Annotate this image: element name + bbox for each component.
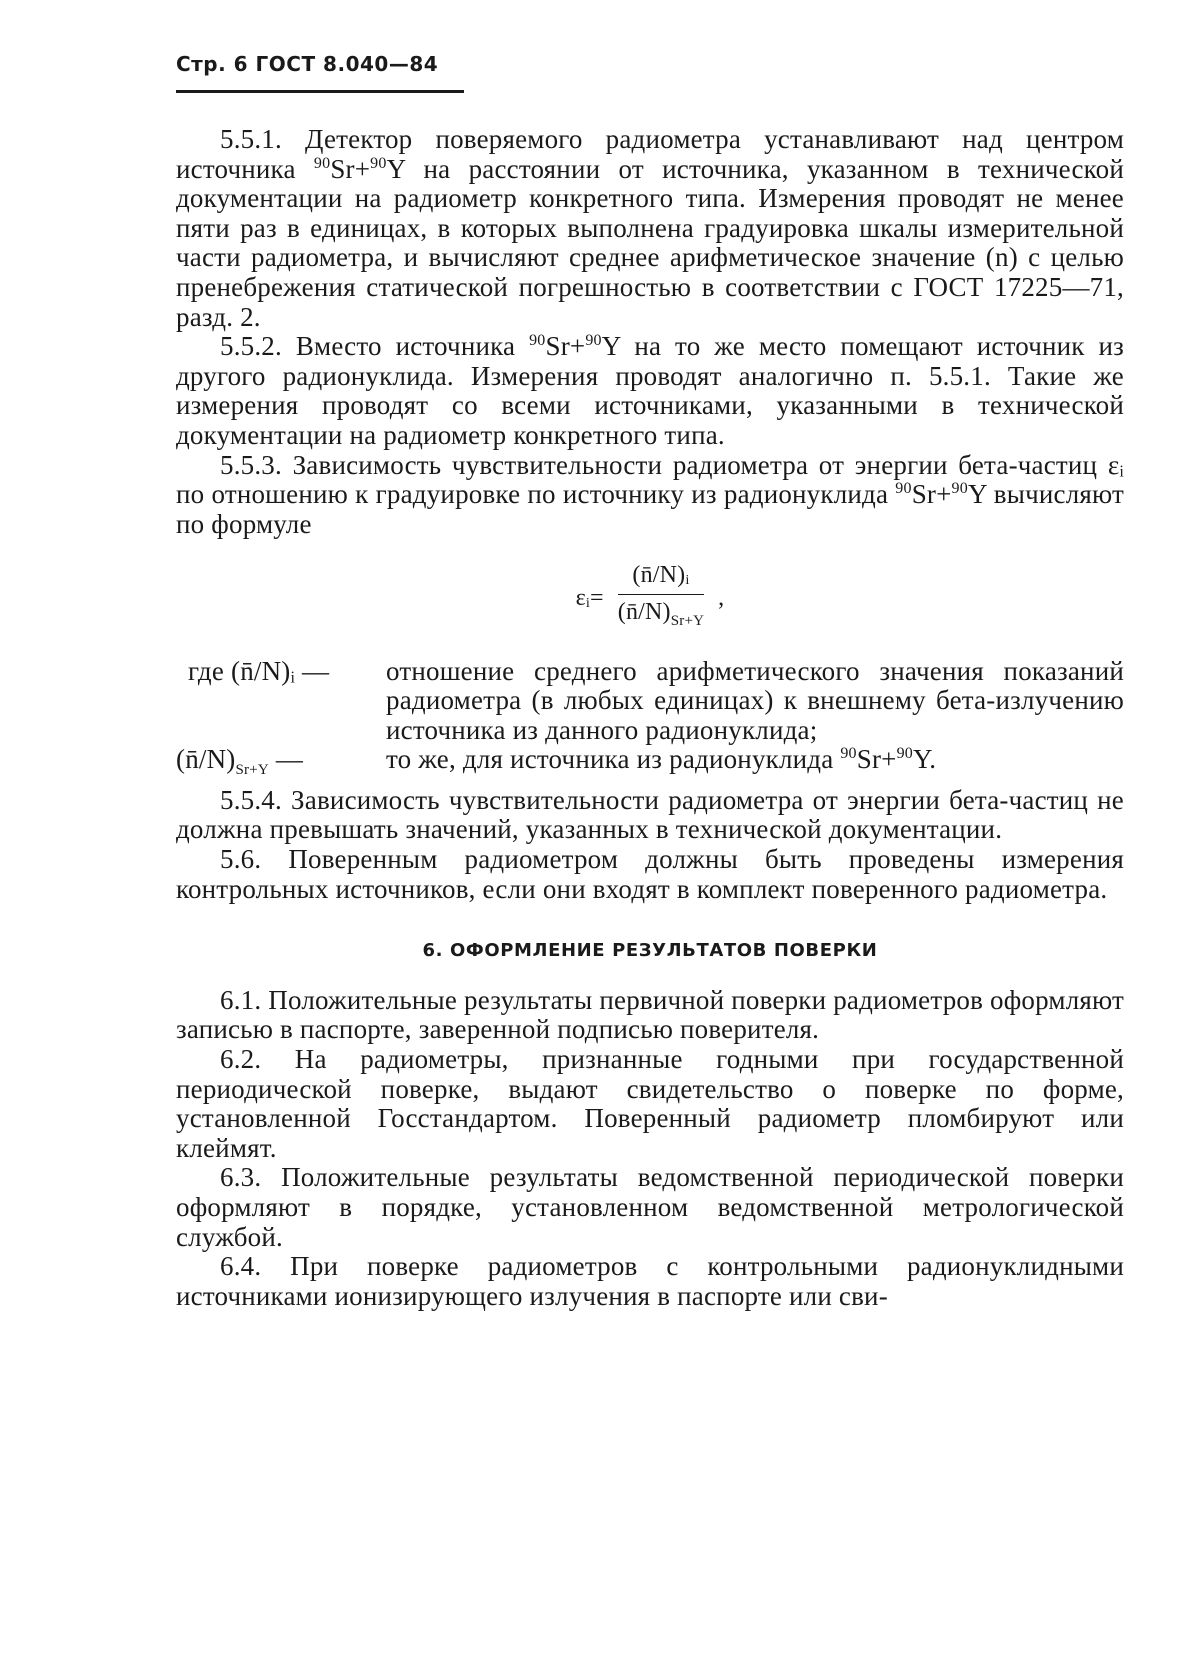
header-rule — [176, 90, 464, 93]
formula-numerator: (n̄/N)ᵢ — [618, 561, 703, 595]
paragraph-6-4: 6.4. При поверке радиометров с контрольными радионуклидными источниками ионизирующего излучения в паспорте или сви- — [176, 1251, 1124, 1311]
formula-fraction — [610, 561, 712, 636]
definition-term: где (n̄/N)ᵢ — — [188, 655, 330, 686]
paragraph-5-5-3: 5.5.3. Зависимость чувствительности радиометра от энергии бета-частиц εᵢ по отношению к градуировке по источнику из радионуклида $^{90}$Sr+$^{90}$Y вычисляют по формуле — [176, 449, 1124, 539]
paragraph-6-1: 6.1. Положительные результаты первичной поверки радиометров оформляют записью в паспорте, заверенной подписью поверителя. — [176, 984, 1124, 1045]
definition-text: отношение среднего арифметического значения показаний радиометра (в любых единицах) к внешнему бета-излучению источника из данного радионуклида; — [386, 655, 1124, 745]
definition-term: $(n̄/N)_{Sr+Y}$ — — [176, 744, 304, 779]
paragraph-6-3: 6.3. Положительные результаты ведомственной периодической поверки оформляют в порядке, установленном ведомственной метрологической службой. — [176, 1162, 1124, 1252]
paragraph-6-2: 6.2. На радиометры, признанные годными при государственной периодической поверке, выдают свидетельство о поверке по форме, установленной Госстандартом. Поверенный радиометр пломбируют или клеймят. — [176, 1044, 1124, 1163]
paragraph-5-5-1: 5.5.1. Детектор поверяемого радиометра устанавливают над центром источника $^{90}$Sr+$^{90}$Y на расстоянии от источника, указанном в технической документации на радиометр конкретного типа. Измерения проводят не менее пяти раз в единицах, в которых выполнена градуировка шкалы измерительной части радиометра, и вычисляют среднее арифметическое значение (n) с целью пренебрежения статической погрешностью в соответствии с ГОСТ 17225—71, разд. 2. — [176, 124, 1124, 332]
definition-row — [176, 657, 1124, 746]
paragraph-5-5-2: 5.5.2. Вместо источника $^{90}$Sr+$^{90}$Y на то же место помещают источник из другого радионуклида. Измерения проводят аналогично п. 5.5.1. Такие же измерения проводят со всеми источниками, указанными в технической документации на радиометр конкретного типа. — [176, 331, 1124, 450]
formula-lhs: εᵢ= — [575, 585, 604, 612]
definition-text: то же, для источника из радионуклида $^{90}$Sr+$^{90}$Y. — [386, 744, 937, 775]
paragraph-5-6: 5.6. Поверенным радиометром должны быть проведены измерения контрольных источников, если они входят в комплект поверенного радиометра. — [176, 844, 1124, 904]
sensitivity-formula — [176, 561, 1124, 636]
page-header: Стр. 6 ГОСТ 8.040—84 — [176, 52, 439, 76]
paragraph-5-5-4: 5.5.4. Зависимость чувствительности радиометра от энергии бета-частиц не должна превышать значений, указанных в технической документации. — [176, 784, 1124, 845]
document-body — [176, 125, 1124, 1311]
formula-trailing-comma: , — [718, 585, 725, 612]
section-6-title: 6. ОФОРМЛЕНИЕ РЕЗУЛЬТАТОВ ПОВЕРКИ — [422, 940, 878, 962]
formula-definitions — [176, 657, 1124, 786]
definition-row — [176, 745, 1124, 786]
formula-denominator: $(n̄/N)_{Sr+Y}$ — [617, 598, 705, 629]
